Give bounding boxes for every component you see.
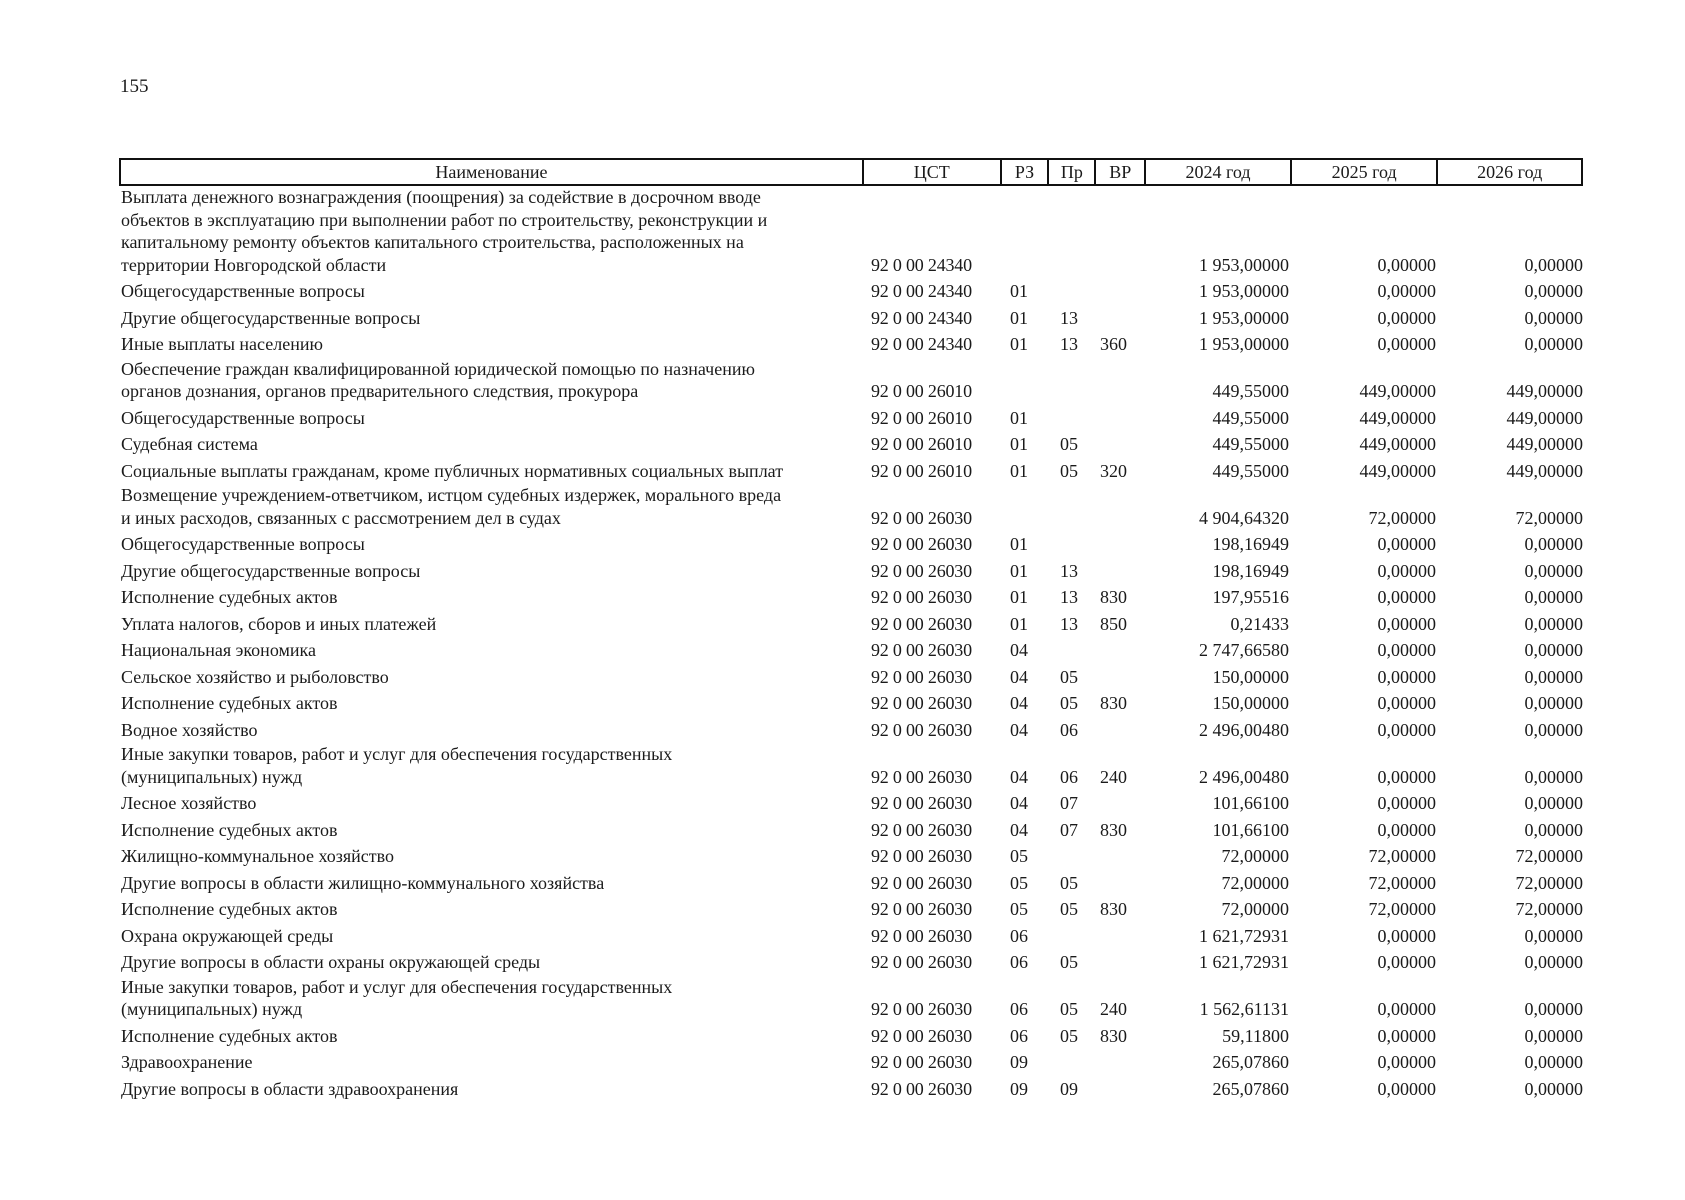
cell-2024: 150,00000 (1212, 693, 1289, 713)
cell-name: Другие вопросы в области жилищно-коммунального хозяйства (121, 872, 605, 893)
cell-cst: 92 0 00 26030 (871, 693, 972, 713)
cell-pr: 13 (1060, 334, 1078, 354)
table-row (119, 1076, 1583, 1103)
cell-2024: 59,11800 (1222, 1025, 1289, 1046)
cell-2026: 72,00000 (1515, 507, 1583, 528)
header-2026: 2026 год (1477, 162, 1543, 182)
cell-name: Судебная система (121, 434, 258, 454)
cell-rz: 06 (1010, 1025, 1028, 1046)
table-row (119, 186, 1583, 278)
cell-name: Возмещение учреждением-ответчиком, истцом судебных издержек, морального вреда и иных расходов, связанных с рассмотрением дел в судах (121, 485, 782, 528)
cell-cst: 92 0 00 26030 (871, 560, 972, 581)
cell-name: Исполнение судебных актов (121, 1025, 338, 1046)
cell-2026: 449,00000 (1506, 407, 1583, 428)
cell-2024: 198,16949 (1212, 560, 1289, 581)
cell-name: Обеспечение граждан квалифицированной юридической помощью по назначению органов дознания, органов предварительного следствия, прокурора (121, 358, 755, 401)
cell-2026: 0,00000 (1524, 719, 1583, 740)
cell-pr: 05 (1060, 1025, 1078, 1046)
cell-pr: 06 (1060, 766, 1078, 787)
cell-cst: 92 0 00 26030 (871, 719, 972, 740)
cell-name: Другие общегосударственные вопросы (121, 307, 421, 328)
cell-2024: 1 953,00000 (1199, 334, 1289, 354)
cell-rz: 05 (1010, 899, 1028, 919)
table-row (119, 843, 1583, 870)
table-row (119, 458, 1583, 485)
cell-cst: 92 0 00 26030 (871, 819, 972, 840)
cell-rz: 01 (1010, 407, 1028, 428)
cell-2024: 1 953,00000 (1199, 254, 1289, 275)
table-row (119, 584, 1583, 611)
cell-2026: 0,00000 (1524, 1078, 1583, 1099)
cell-2024: 150,00000 (1212, 666, 1289, 687)
cell-pr: 05 (1060, 899, 1078, 919)
cell-2024: 1 953,00000 (1199, 281, 1289, 301)
table-row (119, 1023, 1583, 1050)
cell-2025: 0,00000 (1377, 925, 1436, 946)
cell-name: Другие вопросы в области здравоохранения (121, 1078, 459, 1099)
header-name: Наименование (121, 160, 864, 184)
cell-vr: 240 (1100, 999, 1127, 1019)
cell-rz: 04 (1010, 693, 1028, 713)
cell-2026: 0,00000 (1524, 307, 1583, 328)
cell-name: Общегосударственные вопросы (121, 407, 365, 428)
cell-name: Исполнение судебных актов (121, 693, 338, 713)
cell-rz: 04 (1010, 640, 1028, 660)
cell-2025: 72,00000 (1368, 899, 1436, 919)
cell-2025: 0,00000 (1377, 793, 1436, 813)
cell-rz: 06 (1010, 999, 1028, 1019)
cell-2025: 0,00000 (1377, 307, 1436, 328)
cell-2024: 197,95516 (1212, 587, 1289, 607)
cell-2024: 101,66100 (1212, 793, 1289, 813)
cell-pr: 07 (1060, 793, 1078, 813)
table-row (119, 717, 1583, 744)
cell-2025: 0,00000 (1377, 819, 1436, 840)
cell-2025: 0,00000 (1377, 560, 1436, 581)
cell-rz: 04 (1010, 819, 1028, 840)
cell-2024: 4 904,64320 (1199, 507, 1289, 528)
cell-vr: 830 (1100, 899, 1127, 919)
cell-name: Уплата налогов, сборов и иных платежей (121, 613, 437, 634)
cell-cst: 92 0 00 26030 (871, 534, 972, 554)
cell-pr: 05 (1060, 872, 1078, 893)
cell-name: Социальные выплаты гражданам, кроме публичных нормативных социальных выплат (121, 460, 784, 481)
cell-2025: 449,00000 (1359, 381, 1436, 401)
cell-cst: 92 0 00 26030 (871, 793, 972, 813)
cell-2024: 2 496,00480 (1199, 766, 1289, 787)
header-rz: РЗ (1002, 160, 1050, 184)
table-row (119, 896, 1583, 923)
cell-2024: 449,55000 (1212, 460, 1289, 481)
cell-2026: 0,00000 (1524, 560, 1583, 581)
cell-2024: 265,07860 (1212, 1052, 1289, 1072)
cell-cst: 92 0 00 26030 (871, 999, 972, 1019)
cell-2025: 0,00000 (1377, 952, 1436, 972)
cell-vr: 830 (1100, 819, 1127, 840)
cell-name: Другие общегосударственные вопросы (121, 560, 421, 581)
cell-cst: 92 0 00 26030 (871, 952, 972, 972)
table-row (119, 870, 1583, 897)
table-row (119, 331, 1583, 358)
cell-rz: 05 (1010, 872, 1028, 893)
cell-2026: 449,00000 (1506, 434, 1583, 454)
cell-2025: 449,00000 (1359, 434, 1436, 454)
cell-cst: 92 0 00 26030 (871, 1052, 972, 1072)
table-row (119, 817, 1583, 844)
cell-vr: 850 (1100, 613, 1127, 634)
cell-cst: 92 0 00 26010 (871, 460, 972, 481)
cell-rz: 01 (1010, 281, 1028, 301)
cell-cst: 92 0 00 26030 (871, 1078, 972, 1099)
table-row (119, 1049, 1583, 1076)
cell-2026: 0,00000 (1524, 334, 1583, 354)
cell-2026: 0,00000 (1524, 281, 1583, 301)
cell-pr: 13 (1060, 587, 1078, 607)
table-header (119, 158, 1583, 186)
cell-2026: 0,00000 (1524, 613, 1583, 634)
cell-2024: 2 496,00480 (1199, 719, 1289, 740)
cell-2026: 0,00000 (1524, 666, 1583, 687)
cell-vr: 240 (1100, 766, 1127, 787)
cell-rz: 04 (1010, 719, 1028, 740)
cell-cst: 92 0 00 26030 (871, 587, 972, 607)
cell-pr: 05 (1060, 693, 1078, 713)
cell-name: Общегосударственные вопросы (121, 281, 365, 301)
table-row (119, 976, 1583, 1023)
cell-rz: 01 (1010, 587, 1028, 607)
cell-2026: 0,00000 (1524, 254, 1583, 275)
cell-name: Иные выплаты населению (121, 334, 323, 354)
cell-2025: 0,00000 (1377, 587, 1436, 607)
table-row (119, 743, 1583, 790)
cell-rz: 01 (1010, 434, 1028, 454)
cell-name: Сельское хозяйство и рыболовство (121, 666, 389, 687)
header-2024: 2024 год (1146, 160, 1292, 184)
cell-cst: 92 0 00 26030 (871, 872, 972, 893)
cell-2024: 449,55000 (1212, 407, 1289, 428)
cell-rz: 09 (1010, 1052, 1028, 1072)
cell-rz: 04 (1010, 766, 1028, 787)
cell-2026: 449,00000 (1506, 460, 1583, 481)
cell-2026: 0,00000 (1524, 534, 1583, 554)
header-2025: 2025 год (1292, 160, 1439, 184)
budget-table (119, 158, 1583, 1102)
cell-pr: 07 (1060, 819, 1078, 840)
cell-cst: 92 0 00 26030 (871, 640, 972, 660)
table-row (119, 531, 1583, 558)
cell-cst: 92 0 00 26030 (871, 925, 972, 946)
cell-rz: 01 (1010, 613, 1028, 634)
cell-2025: 0,00000 (1377, 640, 1436, 660)
cell-cst: 92 0 00 26030 (871, 507, 972, 528)
cell-pr: 13 (1060, 307, 1078, 328)
cell-2026: 0,00000 (1524, 952, 1583, 972)
cell-2025: 0,00000 (1377, 534, 1436, 554)
table-row (119, 305, 1583, 332)
cell-name: Иные закупки товаров, работ и услуг для обеспечения государственных (муниципальных) нужд (121, 976, 673, 1019)
cell-2025: 449,00000 (1359, 407, 1436, 428)
cell-rz: 09 (1010, 1078, 1028, 1099)
cell-2026: 0,00000 (1524, 793, 1583, 813)
table-row (119, 949, 1583, 976)
cell-cst: 92 0 00 26010 (871, 381, 972, 401)
cell-rz: 01 (1010, 534, 1028, 554)
cell-2026: 0,00000 (1524, 640, 1583, 660)
cell-name: Жилищно-коммунальное хозяйство (121, 846, 395, 866)
table-row (119, 278, 1583, 305)
cell-2026: 0,00000 (1524, 925, 1583, 946)
header-vr: ВР (1096, 160, 1146, 184)
cell-pr: 05 (1060, 952, 1078, 972)
table-row (119, 923, 1583, 950)
cell-cst: 92 0 00 24340 (871, 254, 972, 275)
cell-vr: 830 (1100, 693, 1127, 713)
cell-vr: 830 (1100, 1025, 1127, 1046)
cell-pr: 06 (1060, 719, 1078, 740)
cell-2024: 101,66100 (1212, 819, 1289, 840)
cell-cst: 92 0 00 26030 (871, 846, 972, 866)
cell-2025: 0,00000 (1377, 613, 1436, 634)
cell-2024: 1 621,72931 (1199, 925, 1289, 946)
cell-name: Исполнение судебных актов (121, 899, 338, 919)
page-number: 155 (120, 76, 149, 97)
cell-2025: 0,00000 (1377, 334, 1436, 354)
cell-rz: 01 (1010, 334, 1028, 354)
cell-cst: 92 0 00 24340 (871, 281, 972, 301)
cell-pr: 05 (1060, 999, 1078, 1019)
cell-2026: 0,00000 (1524, 587, 1583, 607)
cell-cst: 92 0 00 26010 (871, 407, 972, 428)
table-row (119, 358, 1583, 405)
cell-2024: 2 747,66580 (1199, 640, 1289, 660)
cell-rz: 04 (1010, 666, 1028, 687)
cell-2026: 0,00000 (1524, 693, 1583, 713)
cell-rz: 05 (1010, 846, 1028, 866)
cell-2025: 0,00000 (1377, 693, 1436, 713)
cell-2024: 1 562,61131 (1199, 999, 1289, 1019)
cell-2024: 1 621,72931 (1199, 952, 1289, 972)
cell-name: Охрана окружающей среды (121, 925, 334, 946)
cell-2024: 198,16949 (1212, 534, 1289, 554)
cell-cst: 92 0 00 26030 (871, 1025, 972, 1046)
cell-name: Общегосударственные вопросы (121, 534, 365, 554)
header-pr: Пр (1049, 160, 1096, 184)
cell-cst: 92 0 00 26030 (871, 666, 972, 687)
cell-2024: 449,55000 (1212, 434, 1289, 454)
cell-2024: 1 953,00000 (1199, 307, 1289, 328)
cell-rz: 01 (1010, 560, 1028, 581)
cell-2026: 0,00000 (1524, 999, 1583, 1019)
cell-rz: 01 (1010, 460, 1028, 481)
cell-2024: 265,07860 (1212, 1078, 1289, 1099)
cell-name: Лесное хозяйство (121, 793, 257, 813)
table-body (119, 186, 1583, 1102)
cell-vr: 320 (1100, 460, 1127, 481)
table-row (119, 405, 1583, 432)
cell-cst: 92 0 00 24340 (871, 307, 972, 328)
cell-vr: 830 (1100, 587, 1127, 607)
table-row (119, 637, 1583, 664)
cell-2025: 0,00000 (1377, 999, 1436, 1019)
cell-2025: 0,00000 (1377, 1025, 1436, 1046)
cell-2025: 0,00000 (1377, 281, 1436, 301)
cell-cst: 92 0 00 26030 (871, 899, 972, 919)
header-cst: ЦСТ (864, 160, 1002, 184)
cell-2025: 0,00000 (1377, 1052, 1436, 1072)
table-row (119, 484, 1583, 531)
cell-pr: 13 (1060, 560, 1078, 581)
cell-name: Иные закупки товаров, работ и услуг для обеспечения государственных (муниципальных) нужд (121, 744, 673, 787)
cell-name: Исполнение судебных актов (121, 819, 338, 840)
cell-name: Национальная экономика (121, 640, 316, 660)
cell-pr: 05 (1060, 666, 1078, 687)
cell-name: Здравоохранение (121, 1052, 253, 1072)
cell-2024: 449,55000 (1212, 381, 1289, 401)
table-row (119, 611, 1583, 638)
cell-2026: 0,00000 (1524, 819, 1583, 840)
cell-rz: 06 (1010, 952, 1028, 972)
table-row (119, 664, 1583, 691)
cell-2025: 0,00000 (1377, 766, 1436, 787)
table-row (119, 690, 1583, 717)
table-row (119, 431, 1583, 458)
cell-2025: 72,00000 (1368, 507, 1436, 528)
cell-pr: 09 (1060, 1078, 1078, 1099)
cell-cst: 92 0 00 26030 (871, 766, 972, 787)
cell-2024: 72,00000 (1221, 846, 1289, 866)
table-row (119, 790, 1583, 817)
cell-pr: 05 (1060, 434, 1078, 454)
cell-2024: 0,21433 (1230, 613, 1289, 634)
cell-pr: 13 (1060, 613, 1078, 634)
cell-rz: 04 (1010, 793, 1028, 813)
cell-name: Выплата денежного вознаграждения (поощрения) за содействие в досрочном вводе объектов в эксплуатацию при выполнении работ по строительству, реконструкции и капитальному ремонту объектов капитального строительства, расположенных на территории Новгородской области (121, 187, 768, 275)
cell-2024: 72,00000 (1221, 872, 1289, 893)
cell-cst: 92 0 00 24340 (871, 334, 972, 354)
cell-2026: 449,00000 (1506, 381, 1583, 401)
cell-2026: 72,00000 (1515, 872, 1583, 893)
cell-2025: 0,00000 (1377, 719, 1436, 740)
cell-2025: 72,00000 (1368, 872, 1436, 893)
cell-2026: 0,00000 (1524, 1025, 1583, 1046)
cell-name: Водное хозяйство (121, 719, 258, 740)
cell-2025: 0,00000 (1377, 1078, 1436, 1099)
cell-2025: 72,00000 (1368, 846, 1436, 866)
cell-cst: 92 0 00 26030 (871, 613, 972, 634)
cell-2026: 0,00000 (1524, 1052, 1583, 1072)
cell-name: Другие вопросы в области охраны окружающей среды (121, 952, 541, 972)
cell-rz: 06 (1010, 925, 1028, 946)
cell-2025: 0,00000 (1377, 254, 1436, 275)
cell-2025: 0,00000 (1377, 666, 1436, 687)
cell-2026: 72,00000 (1515, 846, 1583, 866)
table-row (119, 558, 1583, 585)
cell-2026: 72,00000 (1515, 899, 1583, 919)
cell-vr: 360 (1100, 334, 1127, 354)
cell-cst: 92 0 00 26010 (871, 434, 972, 454)
cell-name: Исполнение судебных актов (121, 587, 338, 607)
cell-pr: 05 (1060, 460, 1078, 481)
cell-2026: 0,00000 (1524, 766, 1583, 787)
cell-2024: 72,00000 (1221, 899, 1289, 919)
cell-2025: 449,00000 (1359, 460, 1436, 481)
cell-rz: 01 (1010, 307, 1028, 328)
